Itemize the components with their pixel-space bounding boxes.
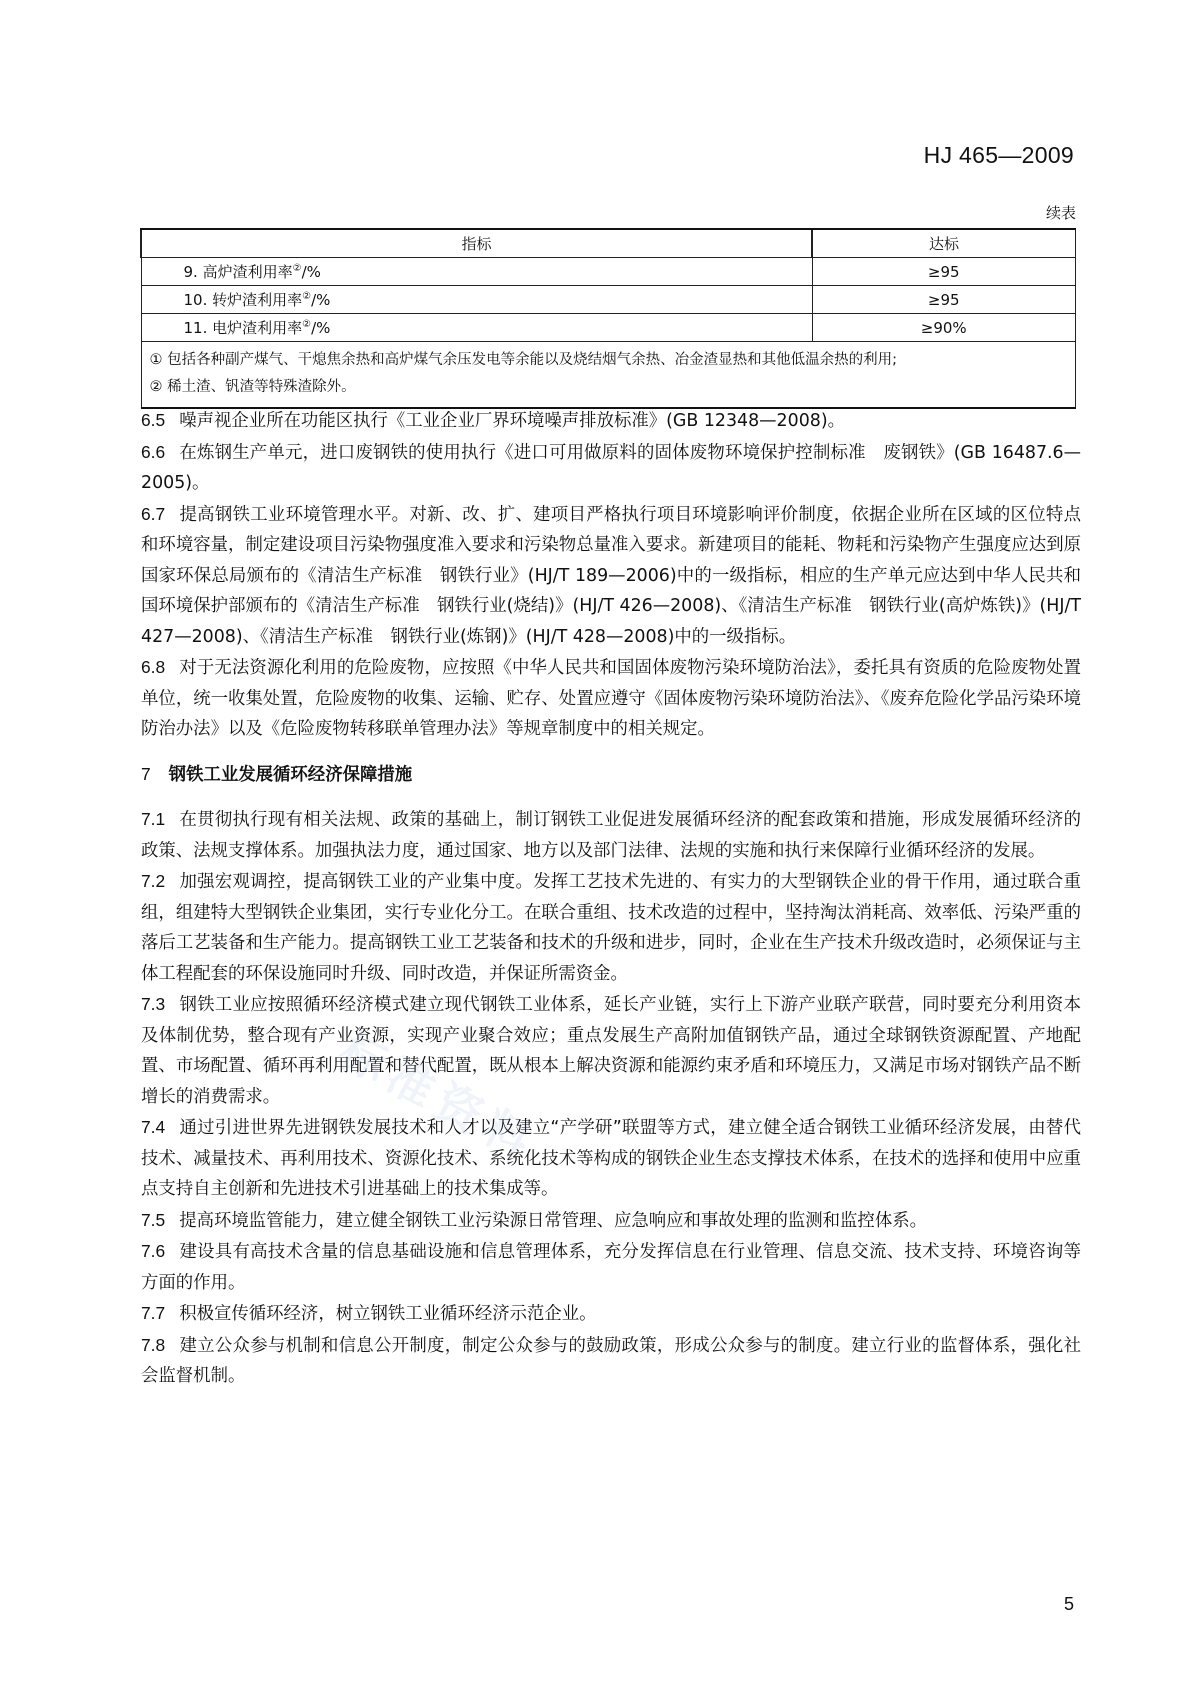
clause-number: 7.7: [141, 1303, 166, 1323]
page-number: 5: [1063, 1594, 1074, 1614]
table-continued-label: 续表: [1045, 204, 1076, 222]
clause-text: 提高环境监管能力，建立健全钢铁工业污染源日常管理、应急响应和事故处理的监测和监控体系。: [179, 1210, 927, 1231]
indicator-label: 10. 转炉渣利用率: [183, 290, 303, 309]
clause-7-4: [141, 1112, 1081, 1205]
clause-number: 6.7: [141, 503, 166, 524]
clause-text: 在炼钢生产单元，进口废钢铁的使用执行《进口可用做原料的固体废物环境保护控制标准 废钢铁》(GB 16487.6—2005)。: [141, 442, 1081, 493]
clause-6-5: [141, 405, 1081, 437]
table-notes-row: [141, 342, 1076, 409]
clause-7-6: [141, 1236, 1081, 1298]
clause-text: 对于无法资源化利用的危险废物，应按照《中华人民共和国固体废物污染环境防治法》，委托具有资质的危险废物处置单位，统一收集处置，危险废物的收集、运输、贮存、处置应遵守《固体废物污染环境防治法》、《废弃危险化学品污染环境防治办法》以及《危险废物转移联单管理办法》等规章制度中的相关规定。: [141, 658, 1081, 739]
clause-number: 7.1: [141, 809, 166, 829]
clause-number: 7.8: [141, 1334, 166, 1355]
column-header-target: 达标: [812, 229, 1076, 258]
table-note: ② 稀土渣、钒渣等特殊渣除外。: [149, 379, 356, 395]
body-text: [141, 405, 1081, 1392]
table-header-row: [141, 229, 1076, 258]
section-number: 7: [141, 763, 151, 784]
clause-number: 7.5: [141, 1209, 166, 1230]
table-row: [141, 314, 1076, 342]
clause-number: 6.5: [141, 410, 166, 430]
indicator-cell: [141, 286, 812, 314]
clause-number: 6.8: [141, 657, 166, 677]
clause-6-7: [141, 499, 1081, 653]
target-value: ≥95: [812, 258, 1076, 286]
indicator-unit: /%: [311, 290, 331, 309]
clause-text: 建设具有高技术含量的信息基础设施和信息管理体系，充分发挥信息在行业管理、信息交流、技术支持、环境咨询等方面的作用。: [141, 1242, 1081, 1293]
table-note: ① 包括各种副产煤气、干熄焦余热和高炉煤气余压发电等余能以及烧结烟气余热、冶金渣显热和其他低温余热的利用;: [149, 352, 897, 368]
clause-text: 噪声视企业所在功能区执行《工业企业厂界环境噪声排放标准》(GB 12348—2008)。: [179, 411, 845, 431]
clause-text: 提高钢铁工业环境管理水平。对新、改、扩、建项目严格执行项目环境影响评价制度，依据企业所在区域的区位特点和环境容量，制定建设项目污染物强度准入要求和污染物总量准入要求。新建项目的能耗、物耗和污染物产生强度应达到原国家环保总局颁布的《清洁生产标准 钢铁行业》(HJ/T 189—2006)中的一级指标，相应的生产单元应达到中华人民共和国环境保护部颁布的《清洁生产标准 钢铁行业(烧结)》(HJ/T 426—2008)、《清洁生产标准 钢铁行业(高炉炼铁)》(HJ/T 427—2008)、《清洁生产标准 钢铁行业(炼钢)》(HJ/T 428—2008)中的一级指标。: [141, 504, 1081, 647]
clause-7-7: [141, 1298, 1081, 1330]
clause-7-3: [141, 989, 1081, 1112]
clause-7-2: [141, 866, 1081, 989]
clause-6-8: [141, 652, 1081, 745]
clause-number: 7.6: [141, 1241, 166, 1261]
indicator-cell: [141, 314, 812, 342]
footnote-mark: ②: [302, 290, 312, 302]
clause-text: 建立公众参与机制和信息公开制度，制定公众参与的鼓励政策，形成公众参与的制度。建立行业的监督体系，强化社会监督机制。: [141, 1335, 1081, 1386]
clause-7-8: [141, 1330, 1081, 1392]
table-notes: [141, 342, 1076, 409]
watermark: 标准资料: [330, 1022, 547, 1173]
clause-text: 加强宏观调控，提高钢铁工业的产业集中度。发挥工艺技术先进的、有实力的大型钢铁企业的骨干作用，通过联合重组，组建特大型钢铁企业集团，实行专业化分工。在联合重组、技术改造的过程中，坚持淘汰消耗高、效率低、污染严重的落后工艺装备和生产能力。提高钢铁工业工艺装备和技术的升级和进步，同时，企业在生产技术升级改造时，必须保证与主体工程配套的环保设施同时升级、同时改造，并保证所需资金。: [141, 872, 1081, 984]
standard-number: HJ 465—2009: [923, 142, 1074, 168]
indicator-unit: /%: [311, 318, 331, 337]
section-heading-7: [141, 759, 1081, 791]
column-header-indicator: 指标: [141, 229, 812, 258]
target-value: ≥95: [812, 286, 1076, 314]
target-value: ≥90%: [812, 314, 1076, 342]
clause-text: 通过引进世界先进钢铁发展技术和人才以及建立“产学研”联盟等方式，建立健全适合钢铁工业循环经济发展，由替代技术、减量技术、再利用技术、资源化技术、系统化技术等构成的钢铁企业生态支撑技术体系，在技术的选择和使用中应重点支持自主创新和先进技术引进基础上的技术集成等。: [141, 1118, 1081, 1199]
indicator-table: [140, 228, 1076, 409]
clause-number: 6.6: [141, 441, 166, 462]
section-title: 钢铁工业发展循环经济保障措施: [168, 764, 413, 785]
clause-text: 钢铁工业应按照循环经济模式建立现代钢铁工业体系，延长产业链，实行上下游产业联产联营，同时要充分利用资本及体制优势，整合现有产业资源，实现产业聚合效应；重点发展生产高附加值钢铁产品，通过全球钢铁资源配置、产地配置、市场配置、循环再利用配置和替代配置，既从根本上解决资源和能源约束矛盾和环境压力，又满足市场对钢铁产品不断增长的消费需求。: [141, 995, 1081, 1107]
footnote-mark: ②: [302, 318, 312, 330]
table-row: [141, 258, 1076, 286]
clause-number: 7.2: [141, 871, 166, 891]
clause-6-6: [141, 437, 1081, 499]
clause-7-5: [141, 1205, 1081, 1237]
clause-text: 在贯彻执行现有相关法规、政策的基础上，制订钢铁工业促进发展循环经济的配套政策和措施，形成发展循环经济的政策、法规支撑体系。加强执法力度，通过国家、地方以及部门法律、法规的实施和执行来保障行业循环经济的发展。: [141, 810, 1081, 861]
indicator-label: 11. 电炉渣利用率: [183, 318, 303, 337]
indicator-label: 9. 高炉渣利用率: [183, 262, 293, 281]
footnote-mark: ②: [292, 262, 302, 274]
table-row: [141, 286, 1076, 314]
clause-number: 7.3: [141, 994, 166, 1014]
indicator-cell: [141, 258, 812, 286]
clause-7-1: [141, 804, 1081, 866]
clause-text: 积极宣传循环经济，树立钢铁工业循环经济示范企业。: [179, 1304, 597, 1324]
clause-number: 7.4: [141, 1117, 166, 1137]
indicator-unit: /%: [301, 262, 321, 281]
